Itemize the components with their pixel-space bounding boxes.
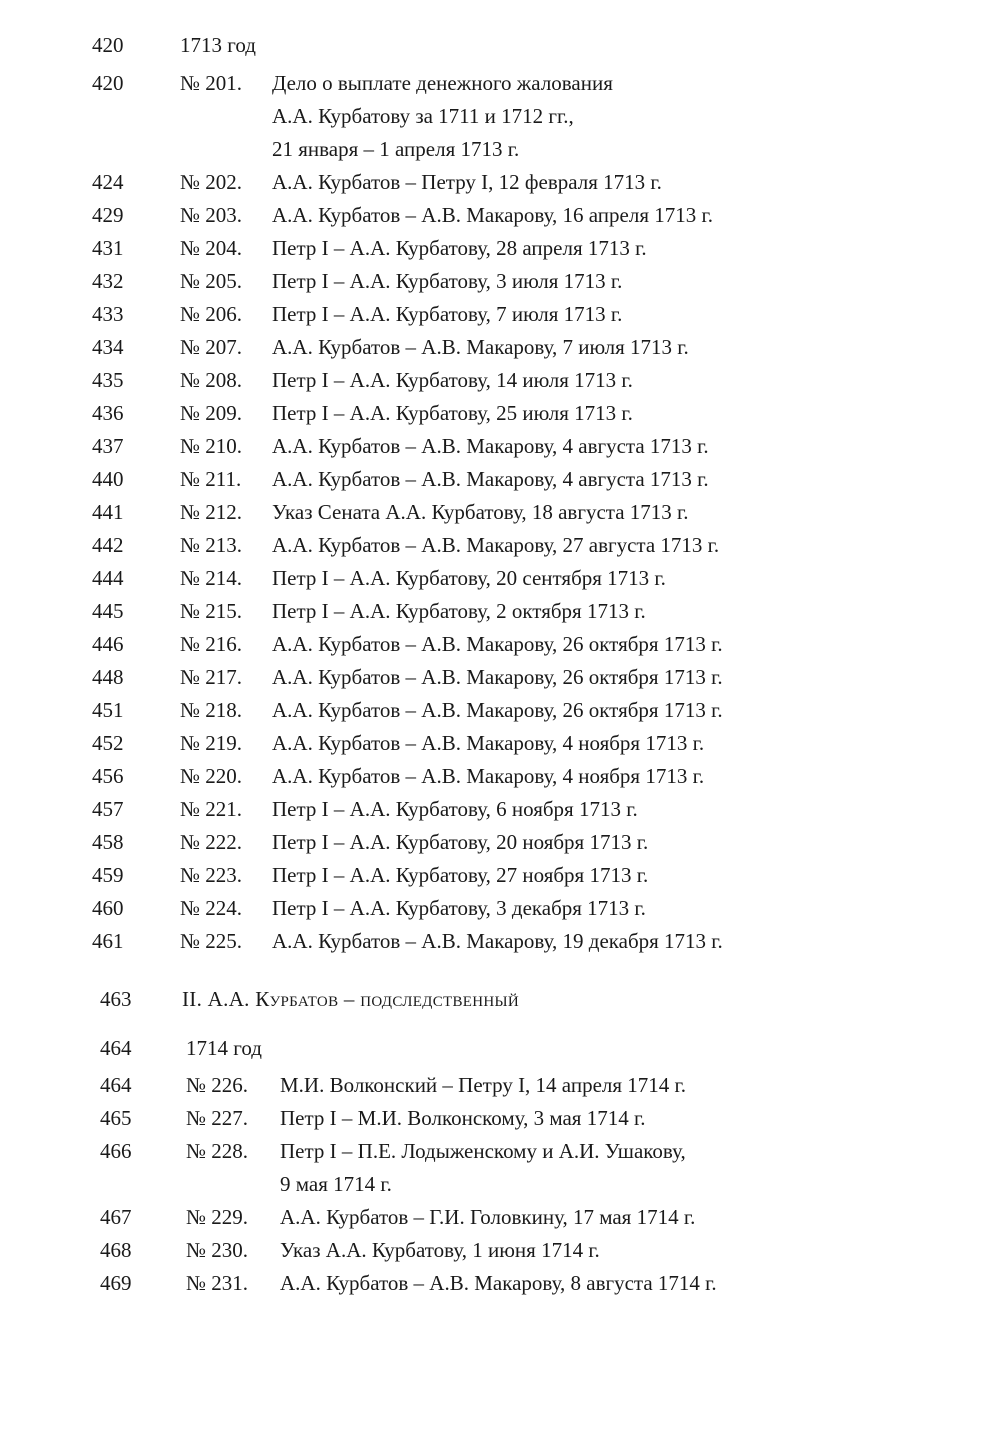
document-number: № 222. [180, 830, 243, 854]
page-number: 432 [92, 269, 124, 293]
document-number: № 225. [180, 929, 243, 953]
toc-entry-224 [0, 891, 1000, 925]
entry-title: Указ Сената А.А. Курбатову, 18 августа 1713 г. [272, 500, 689, 524]
toc-entry-229 [0, 1200, 1000, 1234]
entry-title: Петр I – А.А. Курбатову, 3 июля 1713 г. [272, 269, 623, 293]
entry-title: А.А. Курбатов – А.В. Макарову, 16 апреля 1713 г. [272, 203, 713, 227]
toc-entry-214 [0, 561, 1000, 595]
page-number: 431 [92, 236, 124, 260]
toc-entry-210 [0, 429, 1000, 463]
toc-entry-203 [0, 198, 1000, 232]
document-number: № 215. [180, 599, 243, 623]
page-number: 446 [92, 632, 124, 656]
page-number: 420 [92, 71, 124, 95]
toc-entry-205 [0, 264, 1000, 298]
document-number: № 214. [180, 566, 243, 590]
entry-title-continuation: 9 мая 1714 г. [280, 1172, 392, 1196]
toc-entry-212 [0, 495, 1000, 529]
toc-entry-218 [0, 693, 1000, 727]
page-number: 420 [92, 33, 124, 57]
toc-section-row [0, 982, 1000, 1016]
entry-title: Петр I – А.А. Курбатову, 25 июля 1713 г. [272, 401, 633, 425]
page-number: 444 [92, 566, 124, 590]
document-number: № 203. [180, 203, 243, 227]
document-number: № 221. [180, 797, 243, 821]
document-number: № 205. [180, 269, 243, 293]
document-number: № 219. [180, 731, 243, 755]
page-number: 469 [100, 1271, 132, 1295]
entry-title: Указ А.А. Курбатову, 1 июня 1714 г. [280, 1238, 600, 1262]
entry-title: Петр I – А.А. Курбатову, 14 июля 1713 г. [272, 368, 633, 392]
entry-title: А.А. Курбатов – А.В. Макарову, 4 ноября 1713 г. [272, 764, 705, 788]
page-number: 424 [92, 170, 124, 194]
page-number: 442 [92, 533, 124, 557]
document-number: № 202. [180, 170, 243, 194]
entry-title: Петр I – А.А. Курбатову, 27 ноября 1713 г. [272, 863, 649, 887]
entry-title: Петр I – П.Е. Лодыженскому и А.И. Ушакову, [280, 1139, 686, 1163]
entry-title-continuation: 21 января – 1 апреля 1713 г. [272, 137, 520, 161]
document-number: № 212. [180, 500, 243, 524]
entry-title: М.И. Волконский – Петру I, 14 апреля 1714 г. [280, 1073, 687, 1097]
document-number: № 229. [186, 1205, 249, 1229]
page-number: 459 [92, 863, 124, 887]
toc-entry-201-cont-1 [0, 99, 1000, 133]
page-number: 445 [92, 599, 124, 623]
document-number: № 201. [180, 71, 243, 95]
toc-entry-227 [0, 1101, 1000, 1135]
toc-entry-208 [0, 363, 1000, 397]
entry-title: А.А. Курбатов – А.В. Макарову, 8 августа 1714 г. [280, 1271, 717, 1295]
document-number: № 213. [180, 533, 243, 557]
toc-year-1714-row [0, 1031, 1000, 1065]
page-number: 466 [100, 1139, 132, 1163]
toc-entry-201-cont-2 [0, 132, 1000, 166]
toc-entry-202 [0, 165, 1000, 199]
entry-title-continuation: А.А. Курбатову за 1711 и 1712 гг., [272, 104, 574, 128]
toc-entry-217 [0, 660, 1000, 694]
entry-title: А.А. Курбатов – А.В. Макарову, 4 августа 1713 г. [272, 467, 709, 491]
entry-title: Петр I – А.А. Курбатову, 28 апреля 1713 г. [272, 236, 647, 260]
entry-title: Петр I – А.А. Курбатову, 2 октября 1713 г. [272, 599, 646, 623]
page-number: 458 [92, 830, 124, 854]
toc-entry-216 [0, 627, 1000, 661]
document-number: № 217. [180, 665, 243, 689]
page-number: 467 [100, 1205, 132, 1229]
entry-title: А.А. Курбатов – А.В. Макарову, 19 декабря 1713 г. [272, 929, 723, 953]
year-heading: 1714 год [186, 1036, 262, 1060]
page-number: 463 [100, 987, 132, 1011]
entry-title: Петр I – А.А. Курбатову, 6 ноября 1713 г. [272, 797, 638, 821]
toc-entry-230 [0, 1233, 1000, 1267]
page-number: 429 [92, 203, 124, 227]
document-number: № 209. [180, 401, 243, 425]
entry-title: Петр I – А.А. Курбатову, 20 сентября 1713 г. [272, 566, 666, 590]
entry-title: Петр I – А.А. Курбатову, 3 декабря 1713 г. [272, 896, 646, 920]
toc-entry-206 [0, 297, 1000, 331]
toc-header-row [0, 28, 1000, 62]
document-number: № 231. [186, 1271, 249, 1295]
document-number: № 216. [180, 632, 243, 656]
toc-entry-215 [0, 594, 1000, 628]
toc-entry-211 [0, 462, 1000, 496]
toc-entry-228-cont [0, 1167, 1000, 1201]
entry-title: Дело о выплате денежного жалования [272, 71, 613, 95]
page-number: 456 [92, 764, 124, 788]
entry-title: А.А. Курбатов – А.В. Макарову, 27 августа 1713 г. [272, 533, 720, 557]
page-number: 464 [100, 1036, 132, 1060]
entry-title: А.А. Курбатов – А.В. Макарову, 26 октября 1713 г. [272, 665, 723, 689]
toc-entry-201 [0, 66, 1000, 100]
document-number: № 207. [180, 335, 243, 359]
year-heading: 1713 год [180, 33, 256, 57]
entry-title: Петр I – М.И. Волконскому, 3 мая 1714 г. [280, 1106, 646, 1130]
page-number: 460 [92, 896, 124, 920]
page-number: 452 [92, 731, 124, 755]
toc-entry-221 [0, 792, 1000, 826]
page-number: 468 [100, 1238, 132, 1262]
page-number: 434 [92, 335, 124, 359]
entry-title: А.А. Курбатов – Г.И. Головкину, 17 мая 1714 г. [280, 1205, 696, 1229]
document-number: № 230. [186, 1238, 249, 1262]
toc-entry-223 [0, 858, 1000, 892]
page-number: 464 [100, 1073, 132, 1097]
entry-title: А.А. Курбатов – А.В. Макарову, 4 августа 1713 г. [272, 434, 709, 458]
toc-entry-226 [0, 1068, 1000, 1102]
section-heading: II. А.А. Курбатов – подследственный [182, 987, 520, 1011]
toc-entry-209 [0, 396, 1000, 430]
entry-title: А.А. Курбатов – А.В. Макарову, 7 июля 1713 г. [272, 335, 689, 359]
document-number: № 226. [186, 1073, 249, 1097]
page-number: 465 [100, 1106, 132, 1130]
document-number: № 204. [180, 236, 243, 260]
entry-title: Петр I – А.А. Курбатову, 20 ноября 1713 г. [272, 830, 649, 854]
entry-title: А.А. Курбатов – А.В. Макарову, 26 октября 1713 г. [272, 698, 723, 722]
page-number: 461 [92, 929, 124, 953]
document-number: № 210. [180, 434, 243, 458]
toc-entry-219 [0, 726, 1000, 760]
document-number: № 206. [180, 302, 243, 326]
document-number: № 211. [180, 467, 242, 491]
entry-title: Петр I – А.А. Курбатову, 7 июля 1713 г. [272, 302, 623, 326]
document-number: № 224. [180, 896, 243, 920]
toc-entry-220 [0, 759, 1000, 793]
toc-entry-231 [0, 1266, 1000, 1300]
page-number: 433 [92, 302, 124, 326]
page-number: 437 [92, 434, 124, 458]
toc-entry-225 [0, 924, 1000, 958]
entry-title: А.А. Курбатов – А.В. Макарову, 4 ноября 1713 г. [272, 731, 705, 755]
document-number: № 228. [186, 1139, 249, 1163]
entry-title: А.А. Курбатов – Петру I, 12 февраля 1713 г. [272, 170, 662, 194]
toc-entry-213 [0, 528, 1000, 562]
document-number: № 227. [186, 1106, 249, 1130]
page-number: 451 [92, 698, 124, 722]
page-number: 441 [92, 500, 124, 524]
toc-entry-207 [0, 330, 1000, 364]
document-number: № 208. [180, 368, 243, 392]
document-number: № 218. [180, 698, 243, 722]
entry-title: А.А. Курбатов – А.В. Макарову, 26 октября 1713 г. [272, 632, 723, 656]
page-number: 440 [92, 467, 124, 491]
page-number: 436 [92, 401, 124, 425]
toc-entry-228 [0, 1134, 1000, 1168]
page-number: 448 [92, 665, 124, 689]
toc-entry-222 [0, 825, 1000, 859]
document-number: № 220. [180, 764, 243, 788]
page-number: 457 [92, 797, 124, 821]
document-number: № 223. [180, 863, 243, 887]
page-number: 435 [92, 368, 124, 392]
toc-entry-204 [0, 231, 1000, 265]
